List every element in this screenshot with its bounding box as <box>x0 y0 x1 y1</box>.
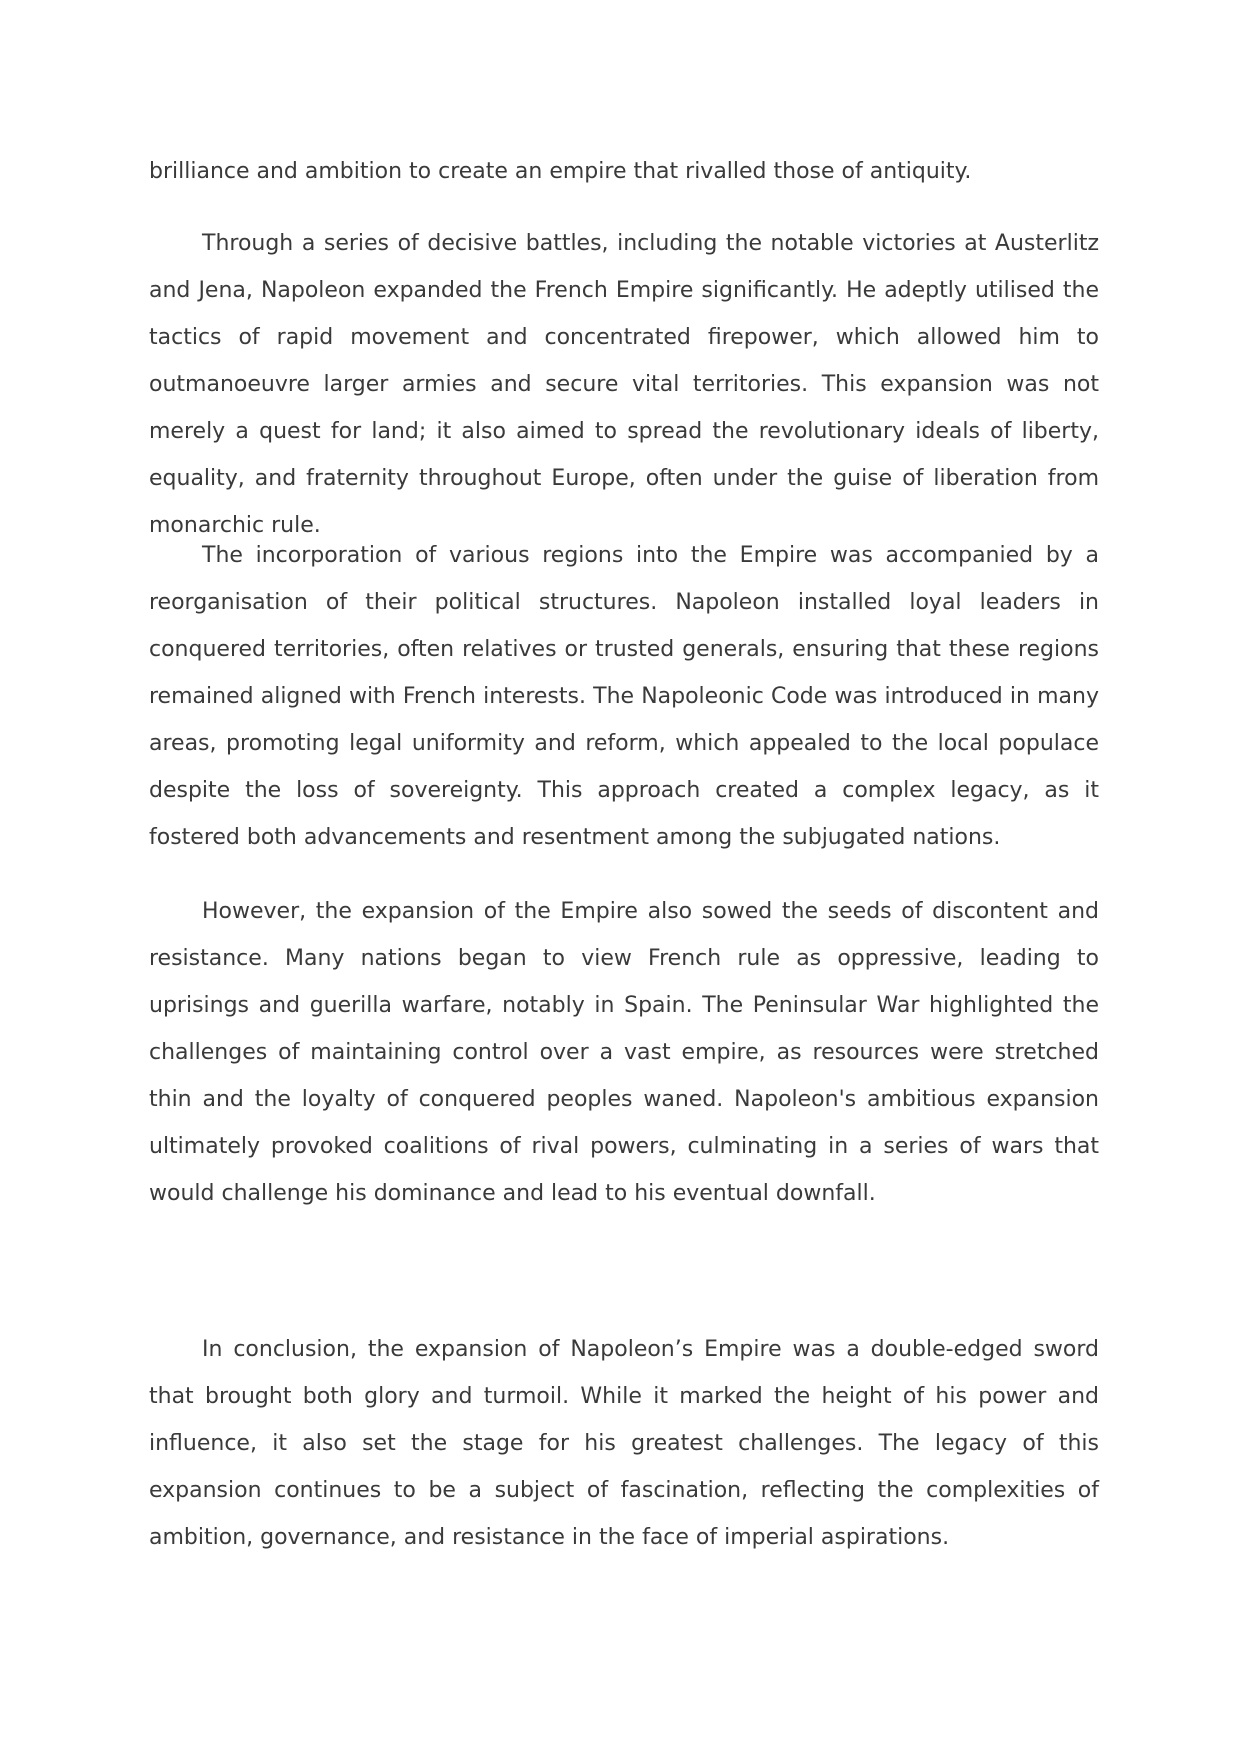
paragraph-text: However, the expansion of the Empire also sowed the seeds of discontent and resistance. Many nations began to view French rule as oppressive, leading to uprisings and guerilla warfare, notably in Spain. The Peninsular War highlighted the challenges of maintaining control over a vast empire, as resources were stretched thin and the loyalty of conquered peoples waned. Napoleon's ambitious expansion ultimately provoked coalitions of rival powers, culminating in a series of wars that would challenge his dominance and lead to his eventual downfall. <box>149 899 1099 1206</box>
paragraph-incorporation <box>149 532 1099 861</box>
paragraph-text: Through a series of decisive battles, including the notable victories at Austerlitz and Jena, Napoleon expanded the French Empire significantly. He adeptly utilised the tactics of rapid movement and concentrated firepower, which allowed him to outmanoeuvre larger armies and secure vital territories. This expansion was not merely a quest for land; it also aimed to spread the revolutionary ideals of liberty, equality, and fraternity throughout Europe, often under the guise of liberation from monarchic rule. <box>149 231 1099 538</box>
paragraph-resistance <box>149 888 1099 1217</box>
paragraph-text: brilliance and ambition to create an empire that rivalled those of antiquity. <box>149 159 972 184</box>
paragraph-conclusion <box>149 1326 1099 1561</box>
paragraph-continuation <box>149 148 1099 195</box>
paragraph-text: In conclusion, the expansion of Napoleon’s Empire was a double-edged sword that brought both glory and turmoil. While it marked the height of his power and influence, it also set the stage for his greatest challenges. The legacy of this expansion continues to be a subject of fascination, reflecting the complexities of ambition, governance, and resistance in the face of imperial aspirations. <box>149 1337 1099 1550</box>
paragraph-battles <box>149 220 1099 549</box>
paragraph-text: The incorporation of various regions into the Empire was accompanied by a reorganisation of their political structures. Napoleon installed loyal leaders in conquered territories, often relatives or trusted generals, ensuring that these regions remained aligned with French interests. The Napoleonic Code was introduced in many areas, promoting legal uniformity and reform, which appealed to the local populace despite the loss of sovereignty. This approach created a complex legacy, as it fostered both advancements and resentment among the subjugated nations. <box>149 543 1099 850</box>
